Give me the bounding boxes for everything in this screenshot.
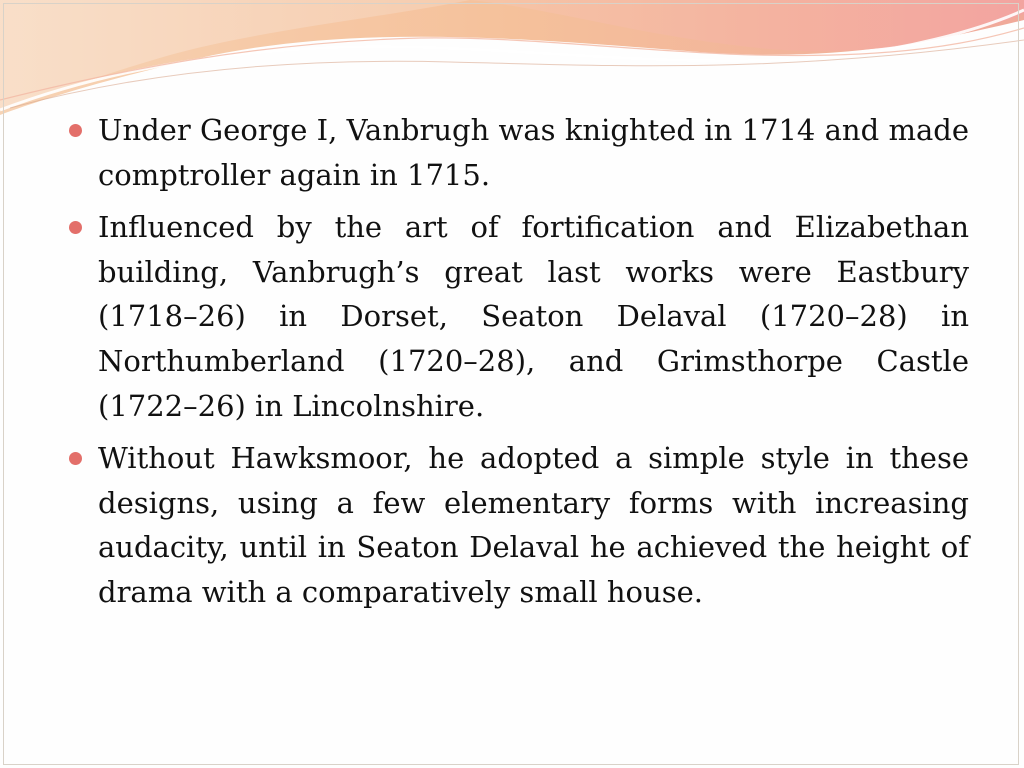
list-item: [66, 205, 969, 428]
list-item: [66, 436, 969, 614]
bullet-text: Without Hawksmoor, he adopted a simple style in these designs, using a few elementary forms with increasing audacity, until in Seaton Delaval he achieved the height of drama with a comparatively small house.: [98, 441, 969, 609]
bullet-icon: [69, 124, 82, 137]
bullet-list: [66, 108, 969, 623]
bullet-text: Under George I, Vanbrugh was knighted in 1714 and made comptroller again in 1715.: [98, 113, 969, 192]
list-item: [66, 108, 969, 197]
bullet-icon: [69, 221, 82, 234]
bullet-icon: [69, 452, 82, 465]
bullet-text: Influenced by the art of fortification and Elizabethan building, Vanbrugh’s great last works were Eastbury (1718–26) in Dorset, Seaton Delaval (1720–28) in Northumberland (1720–28), and Grimsthorpe Castle (1722–26) in Lincolnshire.: [98, 210, 969, 423]
